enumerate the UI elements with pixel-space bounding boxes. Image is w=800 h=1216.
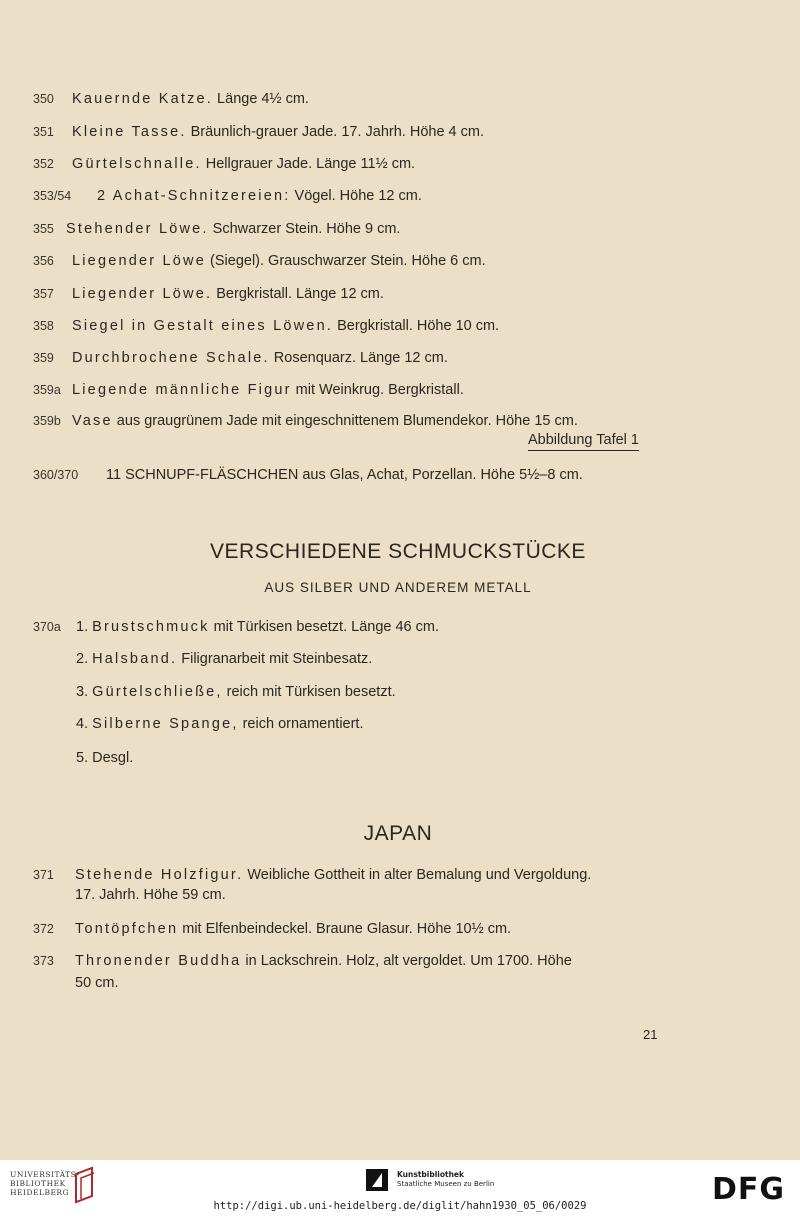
item-title: Silberne Spange, xyxy=(92,716,239,732)
item-number: 358 xyxy=(33,319,54,333)
item-number: 360/370 xyxy=(33,468,79,482)
item-description: Bergkristall. Höhe 10 cm. xyxy=(333,318,500,334)
item-title: Thronender Buddha xyxy=(75,953,242,969)
source-url[interactable]: http://digi.ub.uni-heidelberg.de/diglit/hahn1930_05_06/0029 xyxy=(213,1200,587,1212)
logo-line: BIBLIOTHEK xyxy=(10,1179,66,1188)
item-title: Durchbrochene Schale. xyxy=(72,350,270,366)
item-number: 371 xyxy=(33,868,54,882)
item-number: 357 xyxy=(33,287,54,301)
item-number: 370a xyxy=(33,620,61,634)
item-title: Halsband. xyxy=(92,651,178,667)
item-description: Bergkristall. Länge 12 cm. xyxy=(212,286,384,302)
item-number: 372 xyxy=(33,922,54,936)
item-title: Brustschmuck xyxy=(92,619,210,635)
item-description: aus graugrünem Jade mit eingeschnittenem Blumendekor. Höhe 15 cm. xyxy=(112,413,578,429)
item-prefix: 3. xyxy=(76,684,93,700)
item-title: Kauernde Katze. xyxy=(72,91,214,107)
item-prefix: 5. xyxy=(76,750,93,766)
item-description: in Lackschrein. Holz, alt vergoldet. Um 1700. Höhe xyxy=(241,953,572,969)
item-description: Bräunlich-grauer Jade. 17. Jahrh. Höhe 4 cm. xyxy=(186,124,484,140)
item-number: 352 xyxy=(33,157,54,171)
item-continuation: 17. Jahrh. Höhe 59 cm. xyxy=(75,887,226,903)
item-description: (Siegel). Grauschwarzer Stein. Höhe 6 cm. xyxy=(206,253,486,269)
item-number: 359a xyxy=(33,383,61,397)
item-description: mit Weinkrug. Bergkristall. xyxy=(291,382,464,398)
item-number: 350 xyxy=(33,92,54,106)
item-title: Kleine Tasse. xyxy=(72,124,187,140)
item-continuation: 50 cm. xyxy=(75,975,119,991)
item-description: Schwarzer Stein. Höhe 9 cm. xyxy=(208,221,401,237)
item-title: Siegel in Gestalt eines Löwen. xyxy=(72,318,334,334)
item-prefix: 4. xyxy=(76,716,93,732)
item-number: 359 xyxy=(33,351,54,365)
item-title: Liegender Löwe. xyxy=(72,286,213,302)
item-title: Gürtelschließe, xyxy=(92,684,223,700)
item-description: Rosenquarz. Länge 12 cm. xyxy=(269,350,448,366)
item-number: 356 xyxy=(33,254,54,268)
item-title: Liegender Löwe xyxy=(72,253,206,269)
section-heading: VERSCHIEDENE SCHMUCKSTÜCKE xyxy=(210,540,586,563)
item-title: Tontöpfchen xyxy=(75,921,179,937)
item-description: Desgl. xyxy=(92,750,134,766)
figure-caption: Abbildung Tafel 1 xyxy=(528,430,639,451)
item-title: Vase xyxy=(72,413,113,429)
section-heading: JAPAN xyxy=(363,822,433,845)
item-description: mit Elfenbeindeckel. Braune Glasur. Höhe 10½ cm. xyxy=(178,921,512,937)
item-description: Filigranarbeit mit Steinbesatz. xyxy=(177,651,373,667)
kunstbibliothek-text[interactable] xyxy=(397,1170,494,1189)
item-title: Stehender Löwe. xyxy=(66,221,209,237)
dfg-logo[interactable]: DFG xyxy=(712,1172,786,1207)
item-description: Hellgrauer Jade. Länge 11½ cm. xyxy=(201,156,416,172)
item-description: reich mit Türkisen besetzt. xyxy=(222,684,396,700)
item-title: 2 Achat-Schnitzereien: xyxy=(97,188,291,204)
item-title: Stehende Holzfigur. xyxy=(75,867,244,883)
logo-line: UNIVERSITÄTS- xyxy=(10,1170,80,1179)
item-description: Vögel. Höhe 12 cm. xyxy=(290,188,422,204)
item-title: 11 SCHNUPF-FLÄSCHCHEN xyxy=(106,467,299,483)
item-prefix: 1. xyxy=(76,619,93,635)
page-number: 21 xyxy=(643,1027,658,1042)
item-number: 373 xyxy=(33,954,54,968)
item-number: 353/54 xyxy=(33,189,72,203)
item-number: 351 xyxy=(33,125,54,139)
item-description: Weibliche Gottheit in alter Bemalung und Vergoldung. xyxy=(243,867,592,883)
item-description: Länge 4½ cm. xyxy=(213,91,309,107)
item-number: 359b xyxy=(33,414,61,428)
item-title: Liegende männliche Figur xyxy=(72,382,292,398)
kb-title: Kunstbibliothek xyxy=(397,1170,465,1179)
item-title: Gürtelschnalle. xyxy=(72,156,202,172)
item-description: mit Türkisen besetzt. Länge 46 cm. xyxy=(209,619,440,635)
item-number: 355 xyxy=(33,222,54,236)
item-description: aus Glas, Achat, Porzellan. Höhe 5½–8 cm. xyxy=(298,467,583,483)
kb-subtitle: Staatliche Museen zu Berlin xyxy=(397,1180,495,1188)
section-subheading: AUS SILBER UND ANDEREM METALL xyxy=(264,580,532,595)
item-description: reich ornamentiert. xyxy=(238,716,364,732)
item-prefix: 2. xyxy=(76,651,93,667)
university-library-logo[interactable] xyxy=(10,1170,80,1197)
kunstbibliothek-logo-icon xyxy=(366,1169,388,1191)
logo-line: HEIDELBERG xyxy=(10,1188,70,1197)
